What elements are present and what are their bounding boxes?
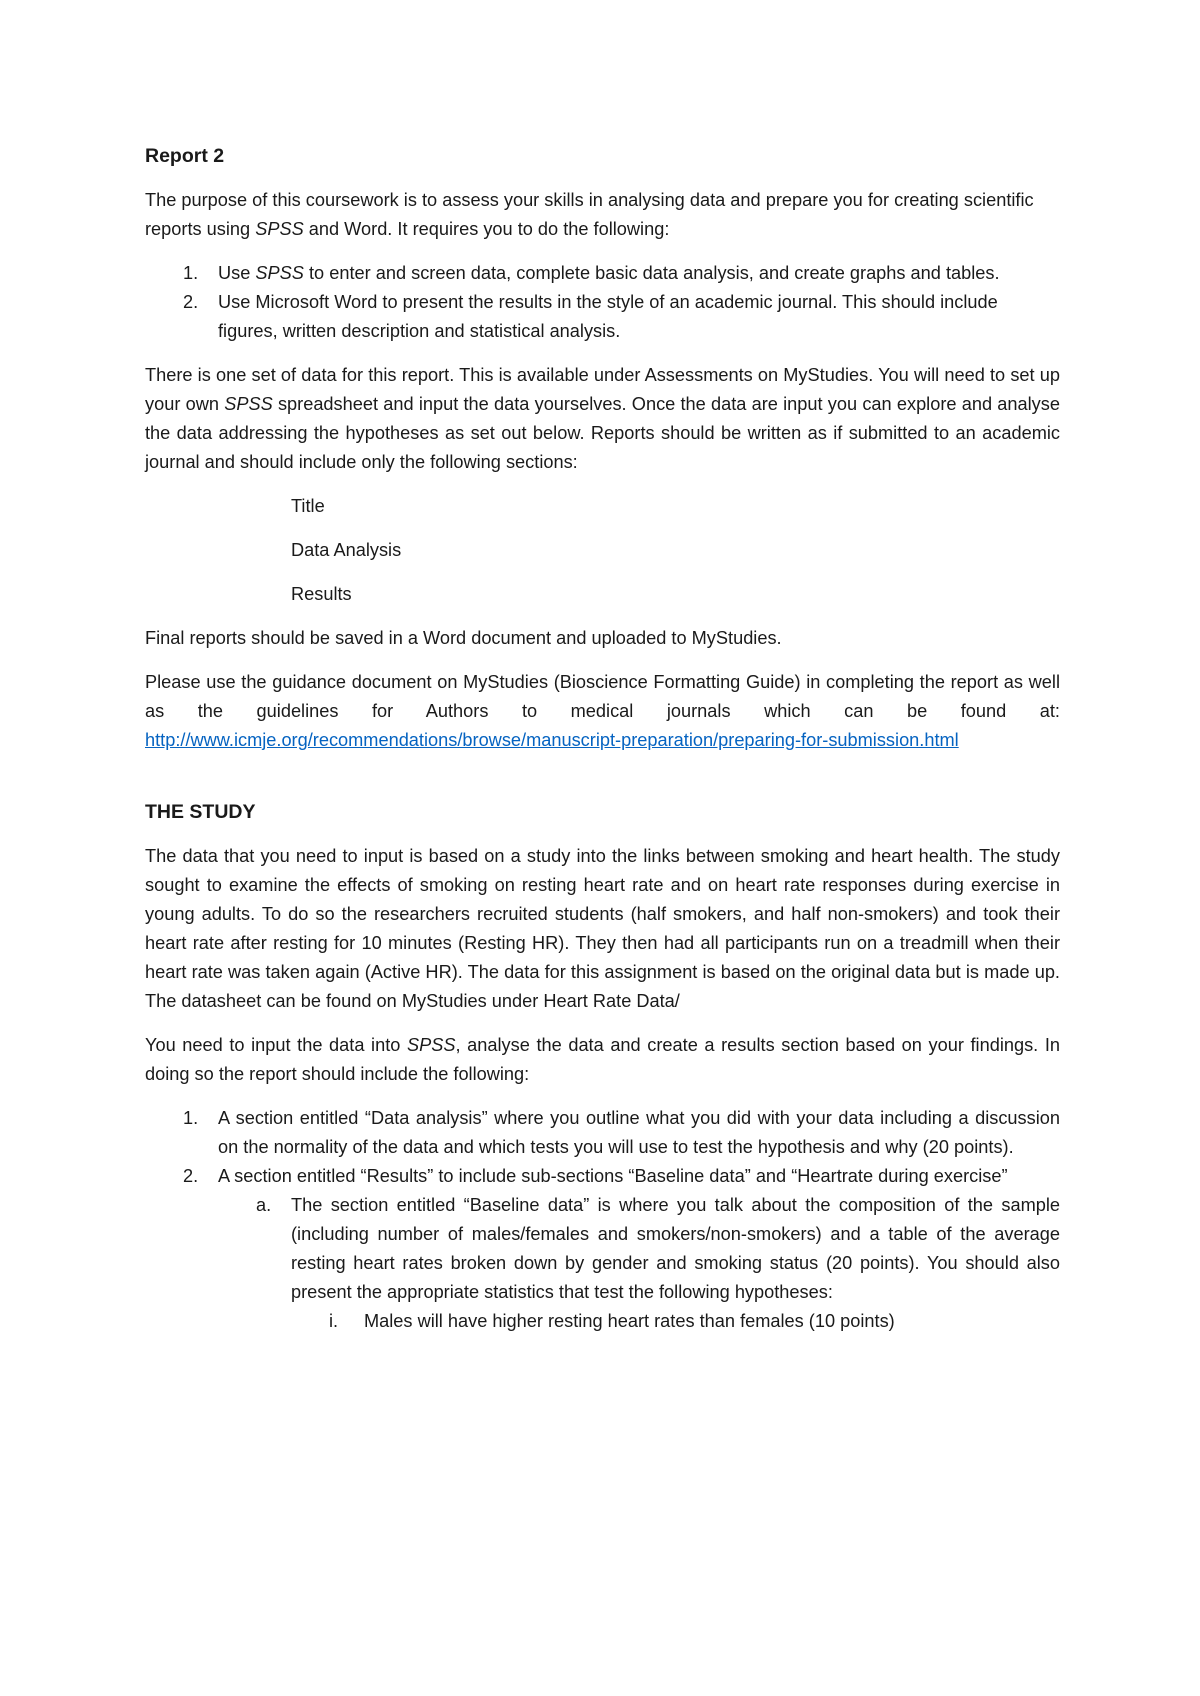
task-text-2: to enter and screen data, complete basic data analysis, and create graphs and tables.: [303, 263, 1000, 283]
report-heading: Report 2: [145, 145, 225, 167]
hypothesis-numeral: i.: [329, 1311, 339, 1331]
section-results-item: Results: [291, 584, 352, 604]
hypothesis-item: [145, 1307, 1060, 1336]
final-reports-paragraph: Final reports should be saved in a Word document and uploaded to MyStudies.: [145, 628, 782, 648]
intro-text-1: The purpose of this coursework is to assess your skills in analysing data and prepare you for creating scientific reports using: [145, 190, 1034, 239]
requirement-number: 2.: [183, 1166, 199, 1186]
task-list: [145, 259, 1060, 346]
requirements-list: [145, 1104, 1060, 1191]
task-item: [145, 259, 1060, 288]
input-text-1: You need to input the data into: [145, 1035, 407, 1055]
task-spss: SPSS: [255, 263, 304, 283]
data-spss: SPSS: [224, 394, 273, 414]
guidance-paragraph: [145, 668, 1060, 755]
sub-requirement-list: [145, 1191, 1060, 1307]
task-number: 2.: [183, 292, 199, 312]
data-text-2: spreadsheet and input the data yourselves. Once the data are input you can explore and analyse the data addressing the hypotheses as set out below. Reports should be written as if submitted to an academic journal and should include only the following sections:: [145, 394, 1060, 472]
intro-spss: SPSS: [255, 219, 304, 239]
intro-text-2: and Word. It requires you to do the following:: [303, 219, 670, 239]
task-text: Use Microsoft Word to present the results in the style of an academic journal. This should include figures, written description and statistical analysis.: [218, 292, 998, 341]
task-text: Use: [218, 263, 256, 283]
hypothesis-text: Males will have higher resting heart rates than females (10 points): [364, 1311, 895, 1331]
requirement-item: [145, 1162, 1060, 1191]
requirement-number: 1.: [183, 1108, 199, 1128]
icmje-link[interactable]: http://www.icmje.org/recommendations/browse/manuscript-preparation/preparing-for-submission.html: [145, 730, 959, 750]
requirement-text: A section entitled “Results” to include sub-sections “Baseline data” and “Heartrate during exercise”: [218, 1166, 1008, 1186]
task-number: 1.: [183, 263, 199, 283]
data-text-1: There is one set of data for this report. This is available under Assessments on MyStudies. You will need to set up your own: [145, 365, 1060, 414]
section-data-analysis-item: Data Analysis: [291, 540, 402, 560]
sub-requirement-text: The section entitled “Baseline data” is where you talk about the composition of the sample (including number of males/females and smokers/non-smokers) and a table of the average resting heart rates broken down by gender and smoking status (20 points). You should also present the appropriate statistics that test the following hypotheses:: [291, 1195, 1060, 1302]
requirement-text: A section entitled “Data analysis” where you outline what you did with your data including a discussion on the normality of the data and which tests you will use to test the hypothesis and why (20 points).: [218, 1108, 1060, 1157]
section-list: [145, 492, 1060, 609]
data-paragraph: [145, 361, 1060, 477]
guidance-text: Please use the guidance document on MyStudies (Bioscience Formatting Guide) in completing the report as well as the guidelines for Authors to medical journals which can be found at:: [145, 672, 1060, 721]
document-body: [145, 142, 1060, 1336]
sub-requirement-letter: a.: [256, 1195, 272, 1215]
hypothesis-list: [145, 1307, 1060, 1336]
input-paragraph: [145, 1031, 1060, 1089]
intro-paragraph: [145, 186, 1060, 244]
input-text-2: , analyse the data and create a results section based on your findings. In doing so the report should include the following:: [145, 1035, 1060, 1084]
input-spss: SPSS: [406, 1035, 456, 1055]
sub-requirement-item: [145, 1191, 1060, 1307]
study-heading: THE STUDY: [145, 801, 256, 823]
section-title-item: Title: [291, 496, 325, 516]
study-paragraph: The data that you need to input is based on a study into the links between smoking and heart health. The study sought to examine the effects of smoking on resting heart rate and on heart rate responses during exercise in young adults. To do so the researchers recruited students (half smokers, and half non-smokers) and took their heart rate after resting for 10 minutes (Resting HR). They then had all participants run on a treadmill when their heart rate was taken again (Active HR). The data for this assignment is based on the original data but is made up. The datasheet can be found on MyStudies under Heart Rate Data/: [145, 846, 1060, 1011]
requirement-item: [145, 1104, 1060, 1162]
task-item: [145, 288, 1060, 346]
